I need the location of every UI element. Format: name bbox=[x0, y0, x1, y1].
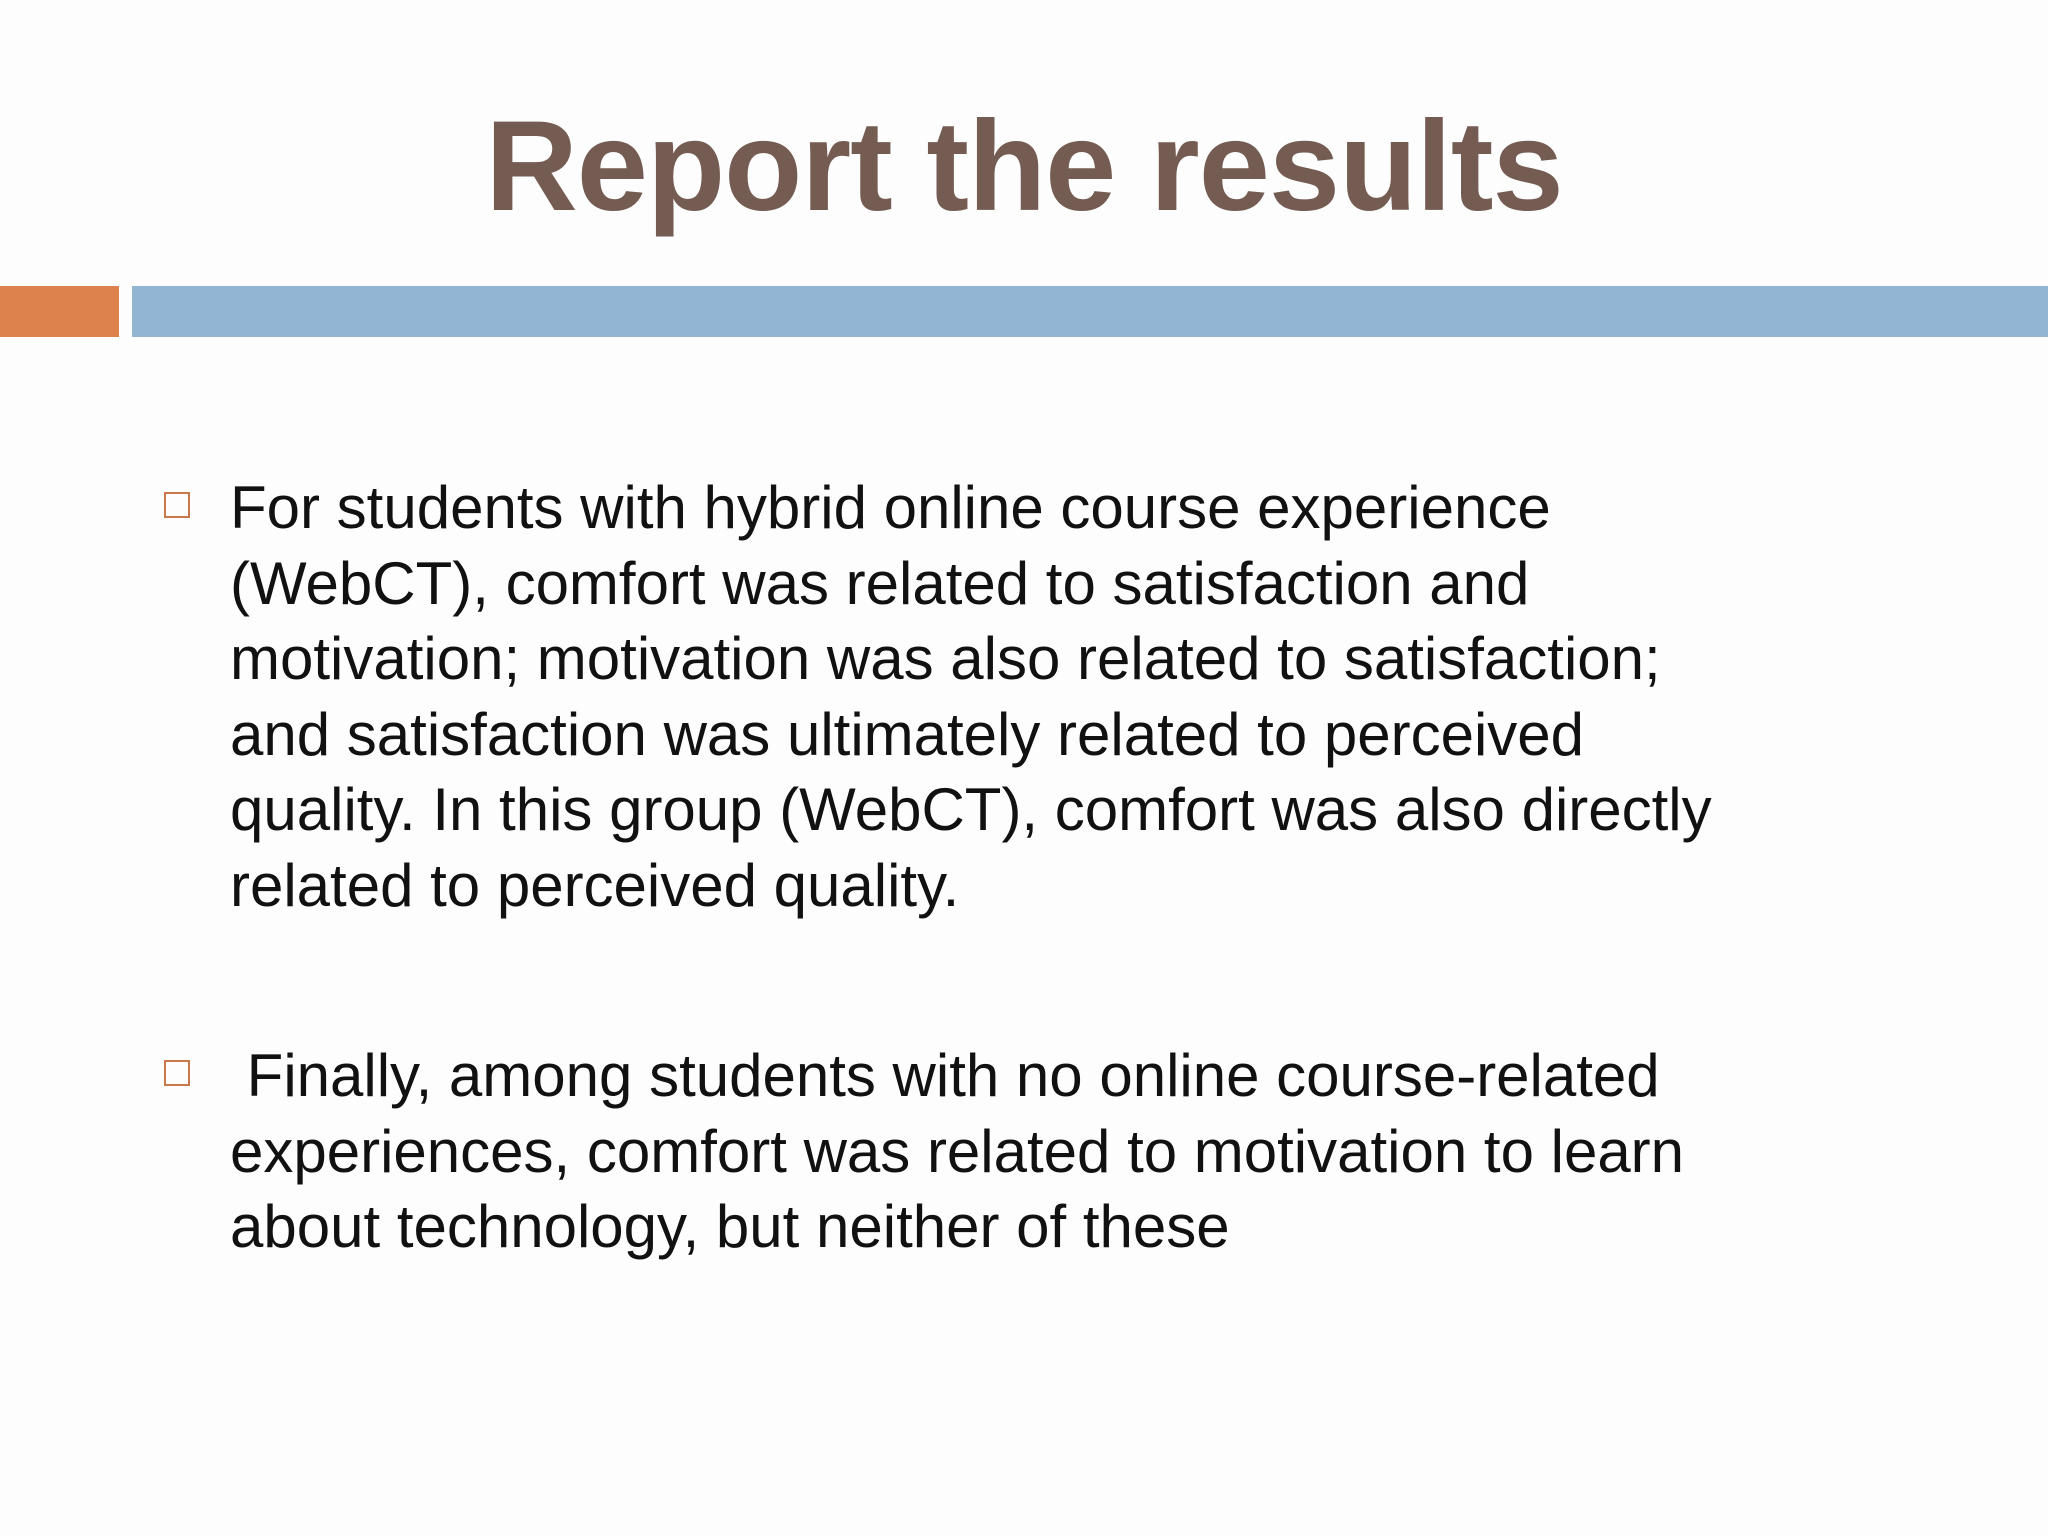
bullet-line: and satisfaction was ultimately related to perceived bbox=[230, 700, 1585, 768]
bullet-line: motivation; motivation was also related to satisfaction; bbox=[230, 625, 1661, 692]
bullet-text bbox=[230, 1038, 1970, 1265]
hollow-square-bullet-icon bbox=[164, 492, 190, 518]
hollow-square-bullet-icon bbox=[164, 1060, 190, 1086]
bullet-line: related to perceived quality. bbox=[230, 851, 960, 919]
accent-bar-orange bbox=[0, 286, 119, 337]
bullet-line: quality. In this group (WebCT), comfort was also directly bbox=[230, 776, 1712, 843]
bullet-line: about technology, but neither of these bbox=[230, 1193, 1230, 1260]
accent-bar-blue bbox=[132, 286, 2048, 337]
bullet-line: Finally, among students with no online course-related bbox=[230, 1042, 1660, 1109]
bullet-line: experiences, comfort was related to motivation to learn bbox=[230, 1117, 1685, 1185]
bullet-line: For students with hybrid online course experience bbox=[230, 474, 1551, 541]
bullet-line: (WebCT), comfort was related to satisfaction and bbox=[230, 549, 1530, 617]
bullet-text bbox=[230, 470, 1970, 923]
slide-title: Report the results bbox=[485, 95, 1563, 238]
